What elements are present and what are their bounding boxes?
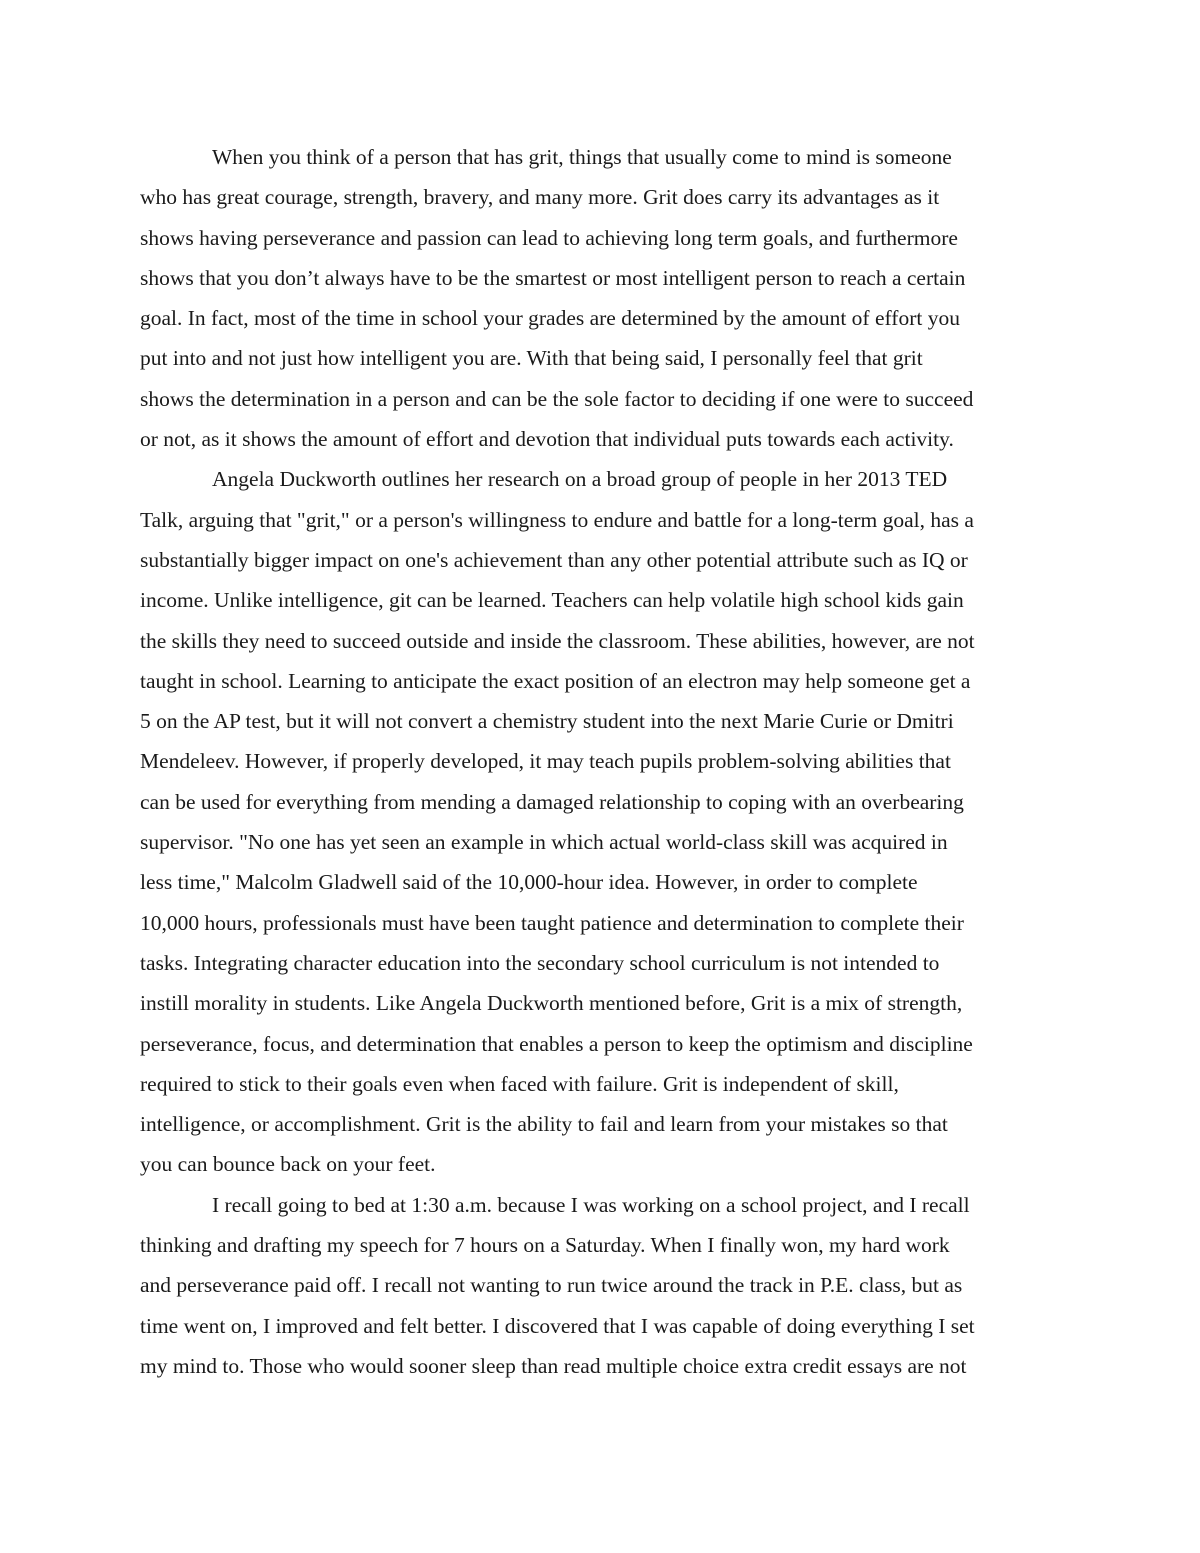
text-line: supervisor. "No one has yet seen an example in which actual world-class skill was acquired in <box>140 830 948 855</box>
text-line: you can bounce back on your feet. <box>140 1152 436 1177</box>
text-line: income. Unlike intelligence, git can be learned. Teachers can help volatile high school kids gain <box>140 588 964 613</box>
text-line: can be used for everything from mending a damaged relationship to coping with an overbearing <box>140 789 964 814</box>
text-line: When you think of a person that has grit, things that usually come to mind is someone <box>212 145 952 169</box>
text-line: shows the determination in a person and can be the sole factor to deciding if one were to succeed <box>140 386 974 411</box>
text-line: substantially bigger impact on one's achievement than any other potential attribute such as IQ or <box>140 547 968 572</box>
text-line: tasks. Integrating character education into the secondary school curriculum is not intended to <box>140 950 940 975</box>
text-line: and perseverance paid off. I recall not wanting to run twice around the track in P.E. class, but as <box>140 1273 963 1298</box>
text-line: required to stick to their goals even when faced with failure. Grit is independent of skill, <box>140 1071 899 1096</box>
text-line: goal. In fact, most of the time in school your grades are determined by the amount of effort you <box>140 306 960 331</box>
text-line: taught in school. Learning to anticipate the exact position of an electron may help someone get a <box>140 668 971 693</box>
text-line: thinking and drafting my speech for 7 hours on a Saturday. When I finally won, my hard work <box>140 1233 950 1258</box>
text-line: instill morality in students. Like Angela Duckworth mentioned before, Grit is a mix of strength, <box>140 991 963 1016</box>
essay-body <box>140 137 1060 1386</box>
text-line: Talk, arguing that "grit," or a person's willingness to endure and battle for a long-term goal, has a <box>140 507 974 532</box>
text-line: my mind to. Those who would sooner sleep than read multiple choice extra credit essays are not <box>140 1353 967 1378</box>
text-line: Angela Duckworth outlines her research on a broad group of people in her 2013 TED <box>212 467 948 492</box>
text-line: intelligence, or accomplishment. Grit is the ability to fail and learn from your mistakes so that <box>140 1112 948 1137</box>
text-line: less time," Malcolm Gladwell said of the 10,000-hour idea. However, in order to complete <box>140 870 918 895</box>
text-line: who has great courage, strength, bravery, and many more. Grit does carry its advantages as it <box>140 185 940 210</box>
text-line: 5 on the AP test, but it will not convert a chemistry student into the next Marie Curie or Dmitri <box>140 709 954 734</box>
text-line: shows that you don’t always have to be the smartest or most intelligent person to reach a certain <box>140 265 966 290</box>
text-line: Mendeleev. However, if properly developed, it may teach pupils problem-solving abilities that <box>140 749 951 774</box>
text-line: perseverance, focus, and determination that enables a person to keep the optimism and discipline <box>140 1031 973 1056</box>
text-line: time went on, I improved and felt better. I discovered that I was capable of doing everything I set <box>140 1313 975 1338</box>
text-line: put into and not just how intelligent you are. With that being said, I personally feel that grit <box>140 346 923 371</box>
text-line: 10,000 hours, professionals must have been taught patience and determination to complete their <box>140 910 964 935</box>
text-line: shows having perseverance and passion can lead to achieving long term goals, and furthermore <box>140 225 958 250</box>
text-line: or not, as it shows the amount of effort and devotion that individual puts towards each activity. <box>140 427 954 452</box>
text-line: the skills they need to succeed outside and inside the classroom. These abilities, however, are not <box>140 628 975 653</box>
text-line: I recall going to bed at 1:30 a.m. because I was working on a school project, and I recall <box>212 1192 970 1217</box>
